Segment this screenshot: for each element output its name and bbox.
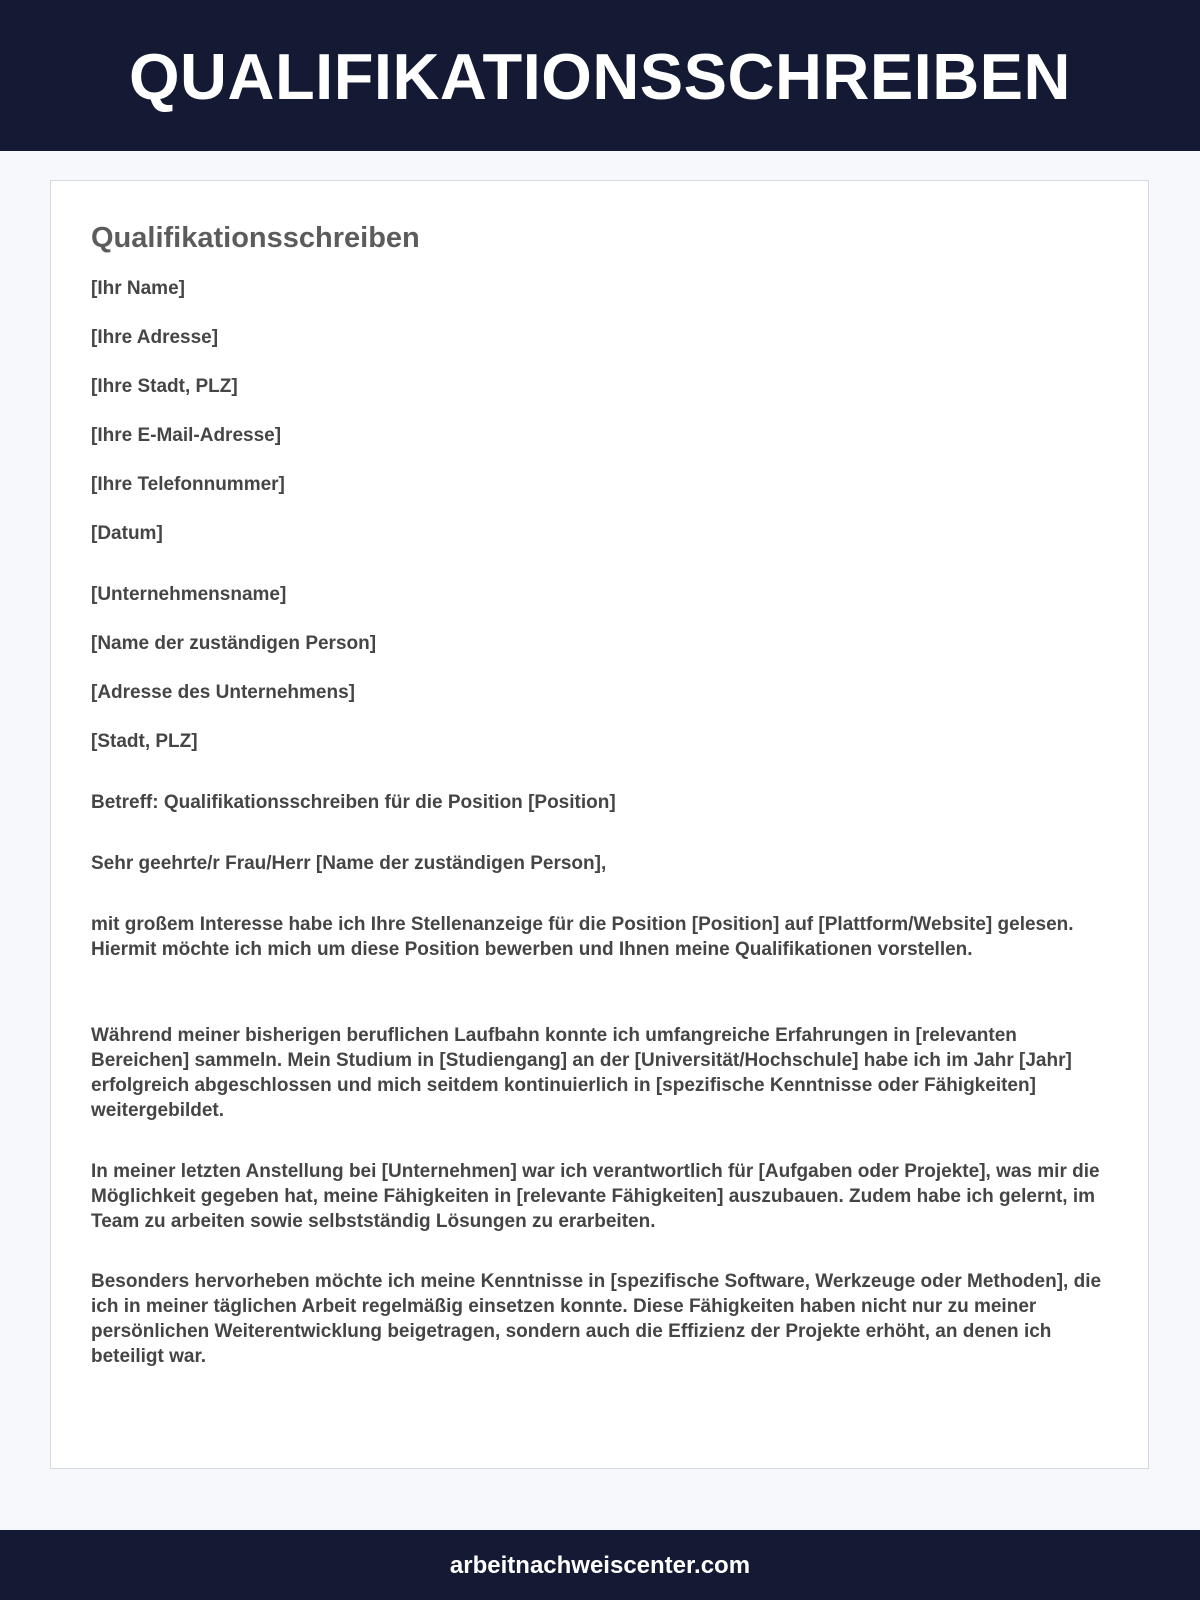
body-paragraph: Während meiner bisherigen beruflichen Laufbahn konnte ich umfangreiche Erfahrungen in [relevanten Bereichen] sammeln. Mein Studium in [Studiengang] an der [Universität/Hochschule] habe ich im Jahr [Jahr] erfolgreich abgeschlossen und mich seitdem kontinuierlich in [spezifische Kenntnisse oder Fähigkeiten] weitergebildet. <box>91 1025 1072 1121</box>
sender-city-zip: [Ihre Stadt, PLZ] <box>91 376 238 397</box>
recipient-contact-person: [Name der zuständigen Person] <box>91 633 377 654</box>
document-heading: Qualifikationsschreiben <box>91 222 420 254</box>
footer-website-text: arbeitnachweiscenter.com <box>449 1551 751 1579</box>
sender-name: [Ihr Name] <box>91 278 185 299</box>
recipient-address: [Adresse des Unternehmens] <box>91 682 355 703</box>
banner-title: QUALIFIKATIONSSCHREIBEN <box>129 40 1071 113</box>
recipient-city-zip: [Stadt, PLZ] <box>91 731 198 752</box>
body-paragraph: In meiner letzten Anstellung bei [Unternehmen] war ich verantwortlich für [Aufgaben oder Projekte], was mir die Möglichkeit gegeben hat, meine Fähigkeiten in [relevante Fähigkeiten] auszubauen. Zudem habe ich gelernt, im Team zu arbeiten sowie selbstständig Lösungen zu erarbeiten. <box>91 1161 1100 1232</box>
body-paragraph: Besonders hervorheben möchte ich meine Kenntnisse in [spezifische Software, Werkzeuge oder Methoden], die ich in meiner täglichen Arbeit regelmäßig einsetzen konnte. Diese Fähigkeiten haben nicht nur zu meiner persönlichen Weiterentwicklung beigetragen, sondern auch die Effizienz der Projekte erhöht, an denen ich beteiligt war. <box>91 1271 1102 1367</box>
salutation: Sehr geehrte/r Frau/Herr [Name der zuständigen Person], <box>91 853 607 874</box>
sender-email: [Ihre E-Mail-Adresse] <box>91 425 282 446</box>
sender-phone: [Ihre Telefonnummer] <box>91 474 285 495</box>
sender-address: [Ihre Adresse] <box>91 327 219 348</box>
document-content <box>91 181 1111 1367</box>
footer <box>0 1530 1200 1600</box>
top-banner <box>0 0 1200 151</box>
letter-date: [Datum] <box>91 523 163 544</box>
document-card <box>50 180 1149 1469</box>
subject-line: Betreff: Qualifikationsschreiben für die Position [Position] <box>91 792 616 813</box>
recipient-company: [Unternehmensname] <box>91 584 287 605</box>
body-paragraph: mit großem Interesse habe ich Ihre Stellenanzeige für die Position [Position] auf [Plattform/Website] gelesen. Hiermit möchte ich mich um diese Position bewerben und Ihnen meine Qualifikationen vorstellen. <box>91 914 1074 960</box>
